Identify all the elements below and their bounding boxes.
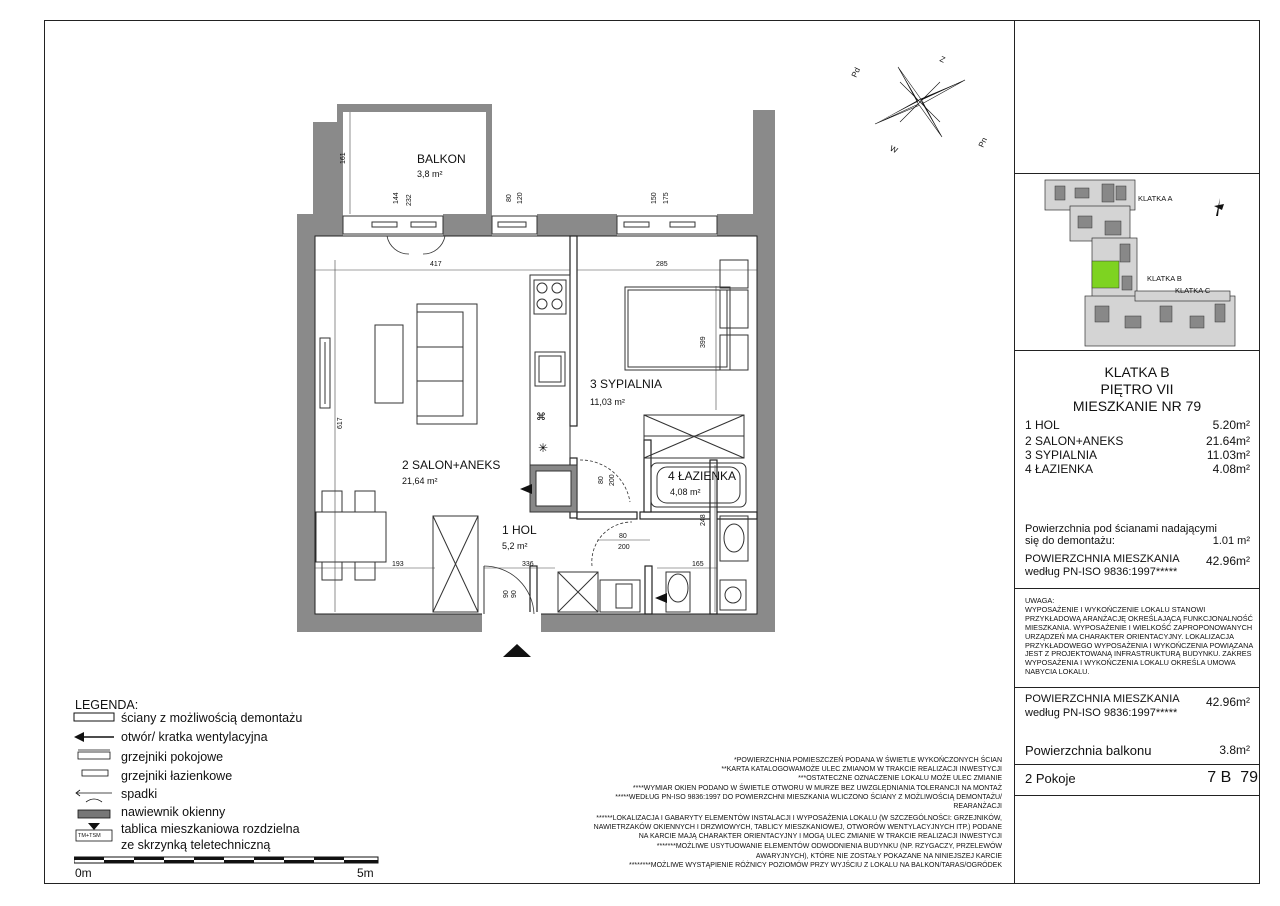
info-room-1-area: 5.20m² <box>1212 418 1250 432</box>
info-pow-label-2: według PN-ISO 9836:1997***** <box>1025 566 1178 578</box>
info-room-3-area: 11.03m² <box>1206 448 1250 462</box>
dim-90a: 90 <box>503 590 510 598</box>
divider-2 <box>1014 350 1260 351</box>
legend-tm-label: TM+TSM <box>78 833 101 839</box>
info-room-2-name: 2 SALON+ANEKS <box>1025 434 1124 448</box>
scale-start: 0m <box>75 866 92 880</box>
dim-232: 232 <box>406 194 413 206</box>
note-10: *******MOŻLIWE USYTUOWANIE ELEMENTÓW ODWODNIENIA BUDYNKU (NP. RZYGACZY, PRZELEWÓW <box>656 843 1002 850</box>
room-sypialnia-name: 3 SYPIALNIA <box>590 377 663 391</box>
dim-200a: 200 <box>609 474 616 486</box>
note-5: *****WEDŁUG PN-ISO 9836:1997 DO POWIERZCHNI MIESZKANIA WLICZONO ŚCIANY Z MOŻLIWOŚCIĄ DEMONTAŻU/ <box>615 794 1002 801</box>
room-sypialnia-area: 11,03 m² <box>590 397 625 407</box>
note-9: NA KARCIE MAJĄ CHARAKTER ORIENTACYJNY I MOGĄ ULEC ZMIANIE W TRAKCIE REALIZACJI INWESTYCJI <box>638 833 1002 840</box>
dim-80c: 80 <box>619 533 627 540</box>
demontaz-label-1: Powierzchnia pod ścianami nadającymi <box>1025 523 1217 535</box>
divider-5 <box>1014 764 1260 765</box>
summary-balkon-value: 3.8m² <box>1219 743 1250 757</box>
uwaga-title: UWAGA: <box>1025 596 1055 605</box>
note-2: **KARTA KATALOGOWAMOŻE ULEC ZMIANOM W TRAKCIE REALIZACJI INWESTYCJI <box>721 766 1002 773</box>
divider-1 <box>1014 173 1260 174</box>
dim-417: 417 <box>430 261 442 268</box>
summary-pokoje: 2 Pokoje <box>1025 771 1076 786</box>
uwaga-block <box>1025 597 1253 677</box>
dim-120: 120 <box>517 192 524 204</box>
dim-175: 175 <box>663 192 670 204</box>
summary-pow-label-1: POWIERZCHNIA MIESZKANIA <box>1025 693 1180 705</box>
outer-walls <box>297 104 775 632</box>
dim-144: 144 <box>393 192 400 204</box>
dim-80b: 80 <box>598 476 605 484</box>
dim-193: 193 <box>392 561 404 568</box>
summary-code: 7 B 79 <box>1207 769 1258 786</box>
dim-248: 248 <box>700 514 707 526</box>
uwaga-text: WYPOSAŻENIE I WYKOŃCZENIE LOKALU STANOWI PRZYKŁADOWĄ ARANŻACJĘ OKREŚLAJĄCĄ FUNKCJONALNOŚĆ MIESZKANIA. WYPOSAŻENIE I WIELKOŚĆ ZAPROPONOWANYCH URZĄDZEŃ MA CHARAKTER ORIENTACYJNY. LOKALIZACJA PRZYKŁADOWEGO WYPOSAŻENIA I WYKOŃCZENIA POWIĄZANA JEST Z PROJEKTOWANĄ INFRASTRUKTURĄ BUDYNKU. ZAKRES WYPOSAŻENIA I WYKOŃCZENIA LOKALU OKREŚLA UMOWA NABYCIA LOKALU. <box>1025 604 1253 677</box>
dim-336: 336 <box>522 561 534 568</box>
compass-w: W <box>888 143 900 156</box>
scale-end: 5m <box>357 866 374 880</box>
dim-165: 165 <box>692 561 704 568</box>
keyplan-klatka-c: KLATKA C <box>1175 286 1211 295</box>
compass-z: Z <box>938 54 947 65</box>
info-room-3-name: 3 SYPIALNIA <box>1025 448 1098 462</box>
info-room-4-area: 4.08m² <box>1212 462 1250 476</box>
note-1: *POWIERZCHNIA POMIESZCZEŃ PODANA W ŚWIETLE WYKOŃCZONYCH ŚCIAN <box>734 757 1002 764</box>
info-room-4-name: 4 ŁAZIENKA <box>1025 462 1094 476</box>
dim-161: 161 <box>340 152 347 164</box>
legend-item-5: spadki <box>121 787 158 801</box>
keyplan-klatka-a: KLATKA A <box>1138 194 1173 203</box>
legend-item-8: ze skrzynką teletechniczną <box>121 838 271 852</box>
column-divider <box>1014 20 1015 884</box>
dim-200b: 200 <box>618 544 630 551</box>
legend-item-1: ściany z możliwością demontażu <box>121 711 303 725</box>
room-lazienka-area: 4,08 m² <box>670 487 701 497</box>
info-room-2-area: 21.64m² <box>1205 434 1250 448</box>
demontaz-value: 1.01 m² <box>1212 535 1250 547</box>
room-hol-area: 5,2 m² <box>502 541 528 551</box>
demontaz-label-2: się do demontażu: <box>1025 535 1115 547</box>
room-salon-area: 21,64 m² <box>402 476 438 486</box>
legend-item-2: otwór/ kratka wentylacyjna <box>121 730 268 744</box>
info-pow-label-1: POWIERZCHNIA MIESZKANIA <box>1025 553 1180 565</box>
compass-pd: Pd <box>849 66 863 79</box>
note-7: ******LOKALIZACJA I GABARYTY ELEMENTÓW INSTALACJI I WYPOSAŻENIA LOKALU (W SZCZEGÓLNOŚCI: GRZEJNIKÓW, <box>596 815 1002 822</box>
dim-285: 285 <box>656 261 668 268</box>
compass-pn: Pn <box>976 136 990 149</box>
legend-item-4: grzejniki łazienkowe <box>121 769 233 783</box>
svg-text:⌘: ⌘ <box>536 412 546 423</box>
note-3: ***OSTATECZNE OZNACZENIE LOKALU MOŻE ULEC ZMIANIE <box>798 775 1002 782</box>
info-mieszkanie: MIESZKANIE NR 79 <box>1072 398 1202 414</box>
room-salon-name: 2 SALON+ANEKS <box>402 458 501 472</box>
note-11: AWARYJNYCH), KTÓRE NIE ZOSTAŁY POKAZANE NA NINIEJSZEJ KARCIE <box>755 853 1002 860</box>
divider-4 <box>1014 687 1260 688</box>
legend-item-6: nawiewnik okienny <box>121 805 226 819</box>
dim-399: 399 <box>700 336 707 348</box>
note-8: NAWIETRZAKÓW OKIENNYCH I DRZWIOWYCH, TABLICY MIESZKANIOWEJ, OTWORÓW WENTYLACYJNYCH ITP.) PODANE <box>593 824 1002 831</box>
info-room-1-name: 1 HOL <box>1025 418 1060 432</box>
divider-6 <box>1014 795 1260 796</box>
note-4: ****WYMIAR OKIEN PODANO W ŚWIETLE OTWORU W MURZE BEZ UWZGLĘDNIANIA TOLERANCJI NA MONTAŻ <box>632 785 1002 792</box>
legend-title: LEGENDA: <box>75 698 139 712</box>
summary-balkon-label: Powierzchnia balkonu <box>1025 743 1152 758</box>
dim-90b: 90 <box>511 590 518 598</box>
info-pow-value: 42.96m² <box>1205 554 1250 568</box>
room-lazienka-name: 4 ŁAZIENKA <box>668 469 737 483</box>
room-hol-name: 1 HOL <box>502 523 537 537</box>
legend-item-7: tablica mieszkaniowa rozdzielna <box>121 822 300 836</box>
dim-617: 617 <box>337 417 344 429</box>
room-balkon-name: BALKON <box>417 152 466 166</box>
keyplan-klatka-b: KLATKA B <box>1147 274 1182 283</box>
summary-pow-label-2: według PN-ISO 9836:1997***** <box>1025 707 1178 719</box>
note-12: ********MOŻLIWE WYSTĄPIENIE RÓŻNICY POZIOMÓW PRZY WYJŚCIU Z LOKALU NA BALKON/TARAS/OGRÓDEK <box>628 862 1002 869</box>
info-pietro: PIĘTRO VII <box>1100 381 1174 397</box>
legend-item-3: grzejniki pokojowe <box>121 750 224 764</box>
info-klatka: KLATKA B <box>1104 364 1170 380</box>
summary-pow-value: 42.96m² <box>1205 695 1250 709</box>
dim-150: 150 <box>651 192 658 204</box>
svg-text:✳: ✳ <box>538 441 549 455</box>
dim-80a: 80 <box>506 194 513 202</box>
compass-rose <box>849 50 992 160</box>
note-6: REARANŻACJI <box>953 803 1002 810</box>
divider-3 <box>1014 588 1260 589</box>
scale-bar <box>74 855 380 867</box>
room-balkon-area: 3,8 m² <box>417 169 443 179</box>
